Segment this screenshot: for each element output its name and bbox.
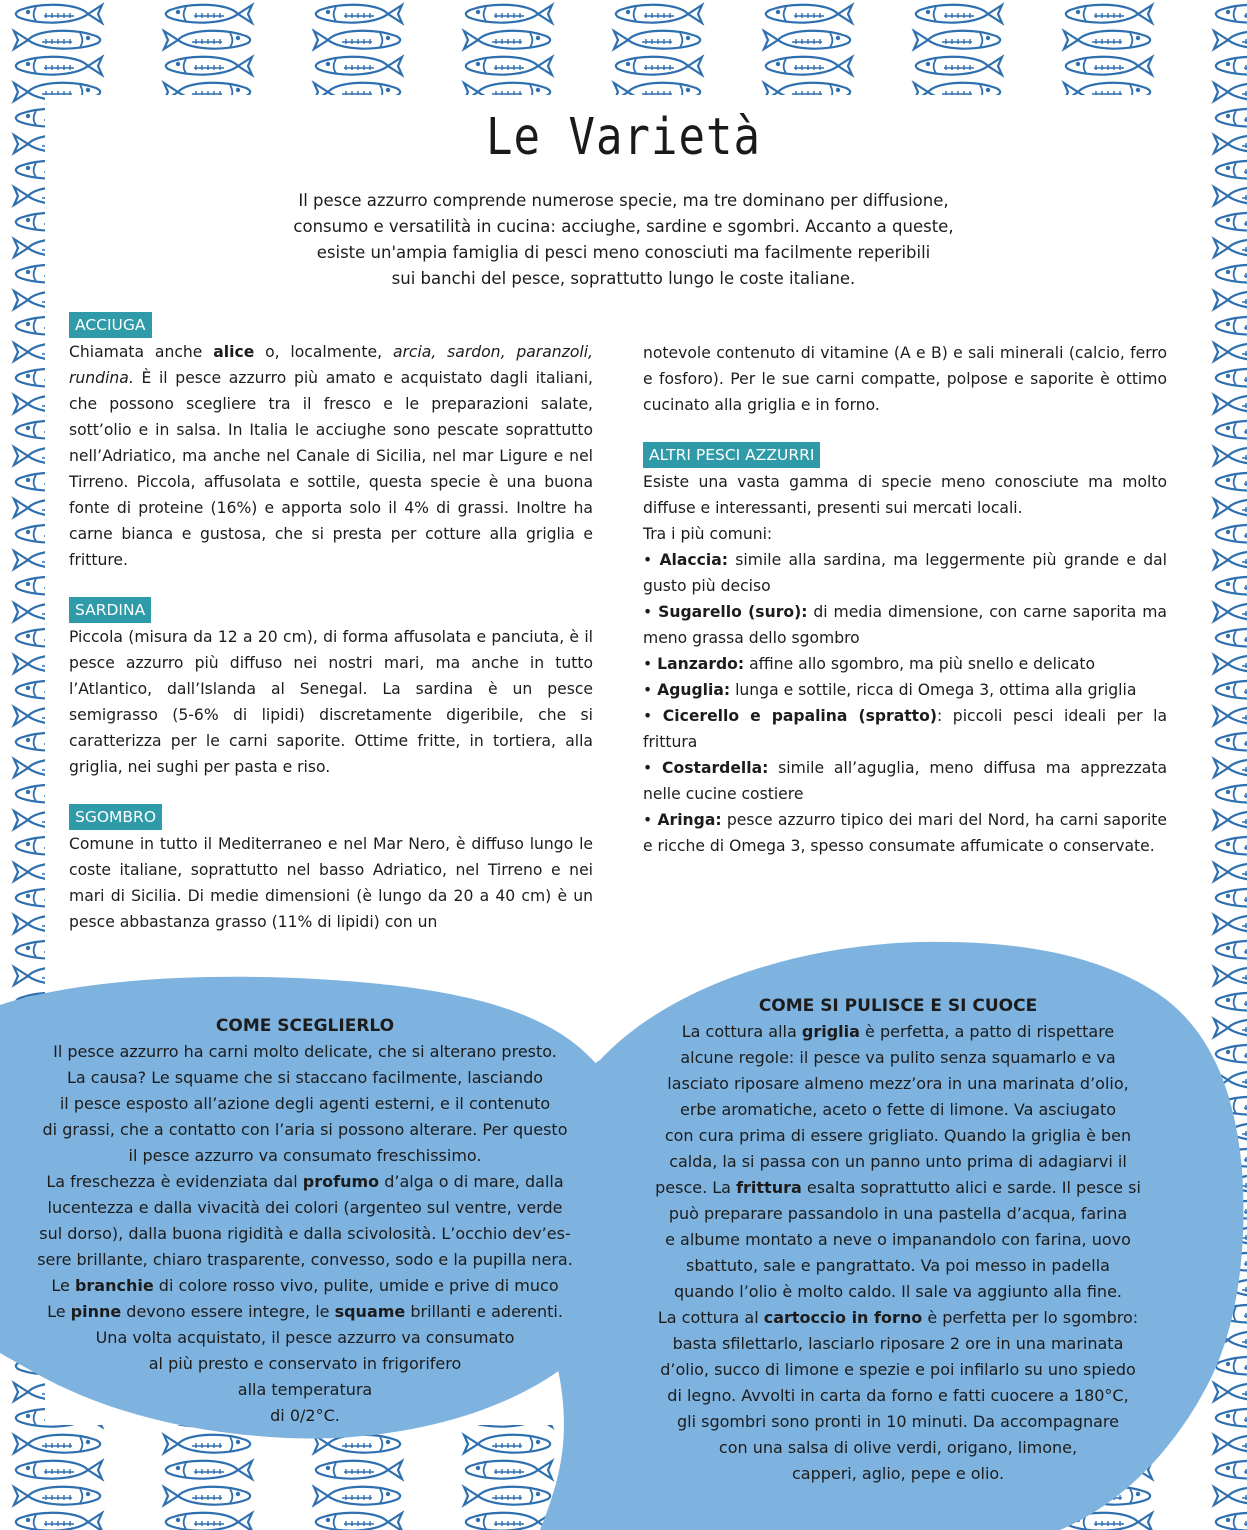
sceglierlo-line: sere brillante, chiaro trasparente, convesso, sodo e la pupilla nera. — [37, 1250, 573, 1269]
bold-term: cartoccio in forno — [763, 1308, 923, 1327]
acciuga-bold-alice: alice — [213, 343, 255, 361]
fish-name: Costardella: — [662, 759, 769, 777]
pulisce-line: basta sfilettarlo, lasciarlo riposare 2 ore in una marinata — [672, 1334, 1124, 1353]
pulisce-line — [628, 1019, 1168, 1045]
fish-name: Cicerello e papalina (spratto) — [662, 707, 937, 725]
sceglierlo-line: alla temperatura — [237, 1380, 373, 1399]
altri-intro: Esiste una vasta gamma di specie meno conosciute ma molto diffuse e interessanti, presenti sui mercati locali. — [643, 473, 1167, 517]
sceglierlo-line: al più presto e conservato in frigorifero — [148, 1354, 462, 1373]
come-si-pulisce-box — [628, 993, 1168, 1487]
fish-desc: pesce azzurro tipico dei mari del Nord, ha carni saporite e ricche di Omega 3, spesso consumate affumicate o conservate. — [643, 811, 1168, 855]
text-part: La cottura al — [657, 1308, 764, 1327]
sceglierlo-line: di 0/2°C. — [270, 1406, 340, 1425]
sceglierlo-line: Una volta acquistato, il pesce azzurro va consumato — [95, 1328, 515, 1347]
acciuga-text-part: o, localmente, — [254, 343, 393, 361]
pulisce-line: e albume montato a neve o impanandolo con farina, uovo — [665, 1230, 1131, 1249]
intro-line: esiste un'ampia famiglia di pesci meno conosciuti ma facilmente reperibili — [316, 243, 931, 262]
intro-paragraph — [200, 188, 1047, 292]
sgombro-continued — [643, 340, 1167, 418]
pulisce-title: COME SI PULISCE E SI CUOCE — [758, 996, 1038, 1016]
sceglierlo-line: sul dorso), dalla buona rigidità e dalla scivolosità. L’occhio dev’es- — [39, 1224, 571, 1243]
bold-term: squame — [334, 1302, 406, 1321]
pulisce-line: capperi, aglio, pepe e olio. — [791, 1464, 1005, 1483]
sceglierlo-line: di grassi, che a contatto con l’aria si possono alterare. Per questo — [42, 1120, 568, 1139]
text-part: La freschezza è evidenziata dal — [46, 1172, 303, 1191]
fish-desc: simile all’aguglia, meno diffusa ma apprezzata nelle cucine costiere — [643, 759, 1167, 803]
sceglierlo-line — [10, 1299, 600, 1325]
pulisce-line: di legno. Avvolti in carta da forno e fatti cuocere a 180°C, — [667, 1386, 1129, 1405]
sceglierlo-line: La causa? Le squame che si staccano facilmente, lasciando — [66, 1068, 544, 1087]
altri-tag: ALTRI PESCI AZZURRI — [643, 442, 820, 468]
sceglierlo-line: lucentezza e dalla vivacità dei colori (argenteo sul ventre, verde — [47, 1198, 563, 1217]
fish-name: Alaccia: — [659, 551, 729, 569]
list-item: • Cicerello e papalina (spratto): piccoli pesci ideali per la frittura — [643, 707, 1168, 751]
pulisce-line: calda, la si passa con un panno unto prima di adagiarvi il — [669, 1152, 1127, 1171]
pulisce-line: erbe aromatiche, aceto o fette di limone. Va asciugato — [679, 1100, 1117, 1119]
sgombro-tag: SGOMBRO — [69, 804, 162, 830]
fish-desc: di media dimensione, con carne saporita ma meno grassa dello sgombro — [643, 603, 1167, 647]
pulisce-line: quando l’olio è molto caldo. Il sale va aggiunto alla fine. — [674, 1282, 1122, 1301]
list-item: • Alaccia: simile alla sardina, ma leggermente più grande e dal gusto più deciso — [643, 551, 1168, 595]
text-part: esalta soprattutto alici e sarde. Il pesce si — [801, 1178, 1141, 1197]
bold-term: profumo — [302, 1172, 380, 1191]
pulisce-line: alcune regole: il pesce va pulito senza squamarlo e va — [680, 1048, 1116, 1067]
sceglierlo-title: COME SCEGLIERLO — [215, 1016, 395, 1036]
sgombro-text-continued: notevole contenuto di vitamine (A e B) e sali minerali (calcio, ferro e fosforo). Per le sue carni compatte, polpose e saporite è ottimo cucinato alla griglia e in forno. — [643, 344, 1167, 414]
sceglierlo-line — [10, 1169, 600, 1195]
fish-name: Aguglia: — [657, 681, 731, 699]
pulisce-line: con una salsa di olive verdi, origano, limone, — [718, 1438, 1078, 1457]
fish-desc: affine allo sgombro, ma più snello e delicato — [744, 655, 1096, 673]
list-item: • Sugarello (suro): di media dimensione, con carne saporita ma meno grassa dello sgombro — [643, 603, 1167, 647]
acciuga-text-part: È il pesce azzurro più amato e acquistato dagli italiani, che possono scegliere tra il fresco e le preparazioni salate, sott’olio e in salsa. In Italia le acciughe sono pescate soprattutto nell’Adriatico, ma anche nel Canale di Sicilia, nel mar Ligure e nel Tirreno. Piccola, affusolata e sottile, questa specie è una buona fonte di proteine (16%) e apporta solo il 4% di grassi. Inoltre ha carne bianca e gustosa, che si presta per cotture alla griglia e fritture. — [69, 369, 593, 569]
bold-term: pinne — [70, 1302, 122, 1321]
list-item: • Aguglia: lunga e sottile, ricca di Omega 3, ottima alla griglia — [643, 681, 1137, 699]
intro-line: consumo e versatilità in cucina: acciughe, sardine e sgombri. Accanto a queste, — [293, 217, 954, 236]
text-part: è perfetta, a patto di rispettare — [859, 1022, 1115, 1041]
sceglierlo-line: Il pesce azzurro ha carni molto delicate, che si alterano presto. — [53, 1042, 557, 1061]
sardina-tag: SARDINA — [69, 597, 151, 623]
come-sceglierlo-box — [10, 1013, 600, 1429]
text-part: pesce. La — [655, 1178, 737, 1197]
text-part: è perfetta per lo sgombro: — [922, 1308, 1139, 1327]
pulisce-line: con cura prima di essere grigliato. Quando la griglia è ben — [664, 1126, 1132, 1145]
pulisce-line — [628, 1175, 1168, 1201]
sceglierlo-line — [10, 1273, 600, 1299]
sgombro-section — [69, 804, 593, 935]
left-column — [69, 312, 593, 959]
altri-section — [643, 442, 1167, 859]
bold-term: branchie — [74, 1276, 154, 1295]
pulisce-line — [628, 1305, 1168, 1331]
text-part: Le — [47, 1302, 71, 1321]
acciuga-text-part: Chiamata anche — [69, 343, 214, 361]
page-title: Le Varietà — [486, 108, 761, 167]
pulisce-line: d’olio, succo di limone e spezie e poi infilarlo su uno spiedo — [660, 1360, 1136, 1379]
right-column — [643, 340, 1167, 883]
sceglierlo-line: il pesce azzurro va consumato freschissimo. — [128, 1146, 482, 1165]
intro-line: sui banchi del pesce, soprattutto lungo le coste italiane. — [391, 269, 856, 288]
list-item: • Aringa: pesce azzurro tipico dei mari del Nord, ha carni saporite e ricche di Omega 3, spesso consumate affumicate o conservate. — [643, 811, 1168, 855]
text-part: d’alga o di mare, dalla — [379, 1172, 564, 1191]
list-item: • Lanzardo: affine allo sgombro, ma più snello e delicato — [643, 655, 1096, 673]
pulisce-line: lasciato riposare almeno mezz’ora in una marinata d’olio, — [667, 1074, 1129, 1093]
sgombro-text: Comune in tutto il Mediterraneo e nel Mar Nero, è diffuso lungo le coste italiane, soprattutto nel basso Adriatico, nel Tirreno e nei mari di Sicilia. Di medie dimensioni (è lungo da 20 a 40 cm) è un pesce abbastanza grasso (11% di lipidi) con un — [69, 835, 593, 931]
fish-name: Aringa: — [657, 811, 722, 829]
acciuga-section — [69, 312, 593, 573]
sceglierlo-line: il pesce esposto all’azione degli agenti esterni, e il contenuto — [59, 1094, 551, 1113]
text-part: La cottura alla — [681, 1022, 802, 1041]
text-part: brillanti e aderenti. — [405, 1302, 563, 1321]
sardina-text: Piccola (misura da 12 a 20 cm), di forma affusolata e panciuta, è il pesce azzurro più diffuso nei nostri mari, ma anche in tutto l’Atlantico, dall’Islanda al Senegal. La sardina è un pesce semigrasso (5-6% di lipidi) discretamente digeribile, che si caratterizza per le carni saporite. Ottime fritte, in tortiera, alla griglia, nei sughi per pasta e riso. — [69, 628, 593, 776]
fish-name: Lanzardo: — [657, 655, 745, 673]
bold-term: frittura — [736, 1178, 802, 1197]
fish-desc: simile alla sardina, ma leggermente più grande e dal gusto più deciso — [643, 551, 1168, 595]
text-part: devono essere integre, le — [121, 1302, 335, 1321]
fish-desc: lunga e sottile, ricca di Omega 3, ottima alla griglia — [730, 681, 1137, 699]
bold-term: griglia — [801, 1022, 860, 1041]
acciuga-tag: ACCIUGA — [69, 312, 152, 338]
pulisce-line: può preparare passandolo in una pastella d’acqua, farina — [668, 1204, 1128, 1223]
fish-name: Sugarello (suro): — [658, 603, 808, 621]
pulisce-line: gli sgombri sono pronti in 10 minuti. Da accompagnare — [677, 1412, 1119, 1431]
acciuga-text — [69, 339, 593, 573]
altri-intro-2: Tra i più comuni: — [643, 525, 773, 543]
sardina-section — [69, 597, 593, 780]
text-part: di colore rosso vivo, pulite, umide e prive di muco — [153, 1276, 559, 1295]
acciuga-local-names: arcia, sardon, paranzoli, rundina. — [69, 343, 593, 387]
list-item: • Costardella: simile all’aguglia, meno diffusa ma apprezzata nelle cucine costiere — [643, 759, 1167, 803]
pulisce-line: sbattuto, sale e pangrattato. Va poi messo in padella — [686, 1256, 1110, 1275]
text-part: Le — [51, 1276, 75, 1295]
intro-line: Il pesce azzurro comprende numerose specie, ma tre dominano per diffusione, — [298, 191, 949, 210]
fish-desc: : piccoli pesci ideali per la frittura — [643, 707, 1168, 751]
